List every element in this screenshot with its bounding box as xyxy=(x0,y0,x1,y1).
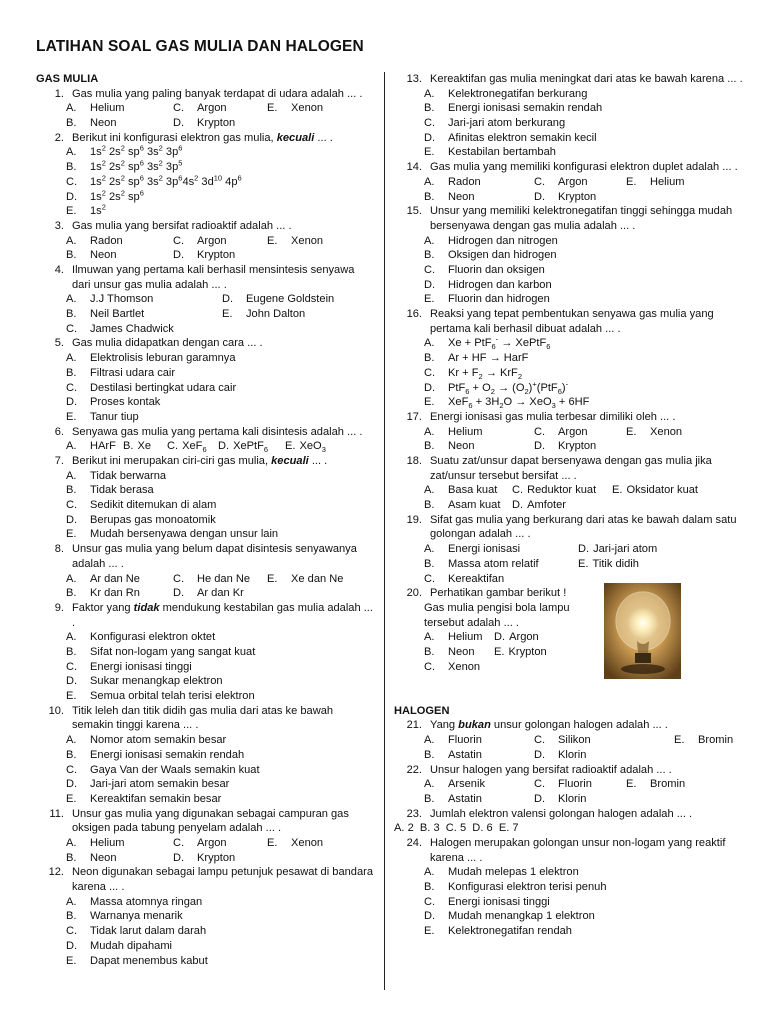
options-q2: A. $1s^2$ $2s^2$ $sp^6$ $3s^2$ $3p^6$ B. $1s^2$ $2s^2$ $sp^6$ $3s^2$ $3p^5$ C. $1s^2$ $2s^2$ $sp^6$ $3s^2$ $3p^64s^2$ $3d^{10}$ $4p^6$ D. $1s^2$ $2s^2$ $sp^6$ E. $1s^2$ xyxy=(66,143,242,218)
options-q4: A. J.J Thomson D. Eugene Goldstein xyxy=(66,293,335,306)
question-8: 8. Unsur gas mulia yang belum dapat disintesis senyawanya adalah ... . xyxy=(54,543,357,570)
question-19: 19. Sifat gas mulia yang berkurang dari atas ke bawah dalam satu golongan adalah ... . xyxy=(406,513,737,541)
options-q10: A. Nomor atom semakin besar B. Energi ionisasi semakin rendah C. Gaya Van der Waals semakin kuat D. Jari-jari atom semakin besar E. Kereaktifan semakin besar xyxy=(66,734,260,805)
question-22: 22. Unsur halogen yang bersifat radioaktif adalah ... . xyxy=(406,763,672,776)
options-q5: A. Elektrolisis leburan garamnya B. Filtrasi udara cair C. Destilasi bertingkat udara cair D. Proses kontak E. Tanur tiup xyxy=(66,352,237,423)
right-column: 13. Kereaktifan gas mulia meningkat dari atas ke bawah karena ... . A. Kelektronegatifan berkurang B. Energi ionisasi semakin rendah C. Jari-jari atom berkurang D. Afinitas elektron semakin kecil E. Kestabilan bertambah 14. Gas mulia yang memiliki konfigurasi elektron duplet adalah ... . A. Radon C. Argon E. Helium B. Neon D. Krypton 15. Unsur yang memiliki kelektronegatifan tinggi sehingga mudah bersenyawa dengan gas mulia adalah ... . A. Hidrogen dan nitrogen B. Oksigen dan hidrogen C. Fluorin dan oksigen D. Hidrogen dan karbon E. Fluorin dan hidrogen 16. Reaksi yang tepat pembentukan senyawa gas mulia yang pertama kali berhasil dibuat adalah ... . A. Xe + PtF$_6$- → XePtF$_6$ B. Ar + HF → HarF C. $Kr + F_2 \to KrF_2$ D. $PtF_6 + O_2 \to (O_2)^+(PtF_6)^-$ E. $XeF_6 + 3H_2O \to XeO_3 + 6HF$ 17. Energi ionisasi gas mulia terbesar dimiliki oleh ... . A. Helium C. Argon E. Xenon B. Neon D. Krypton 18. Suatu zat/unsur dapat bersenyawa dengan gas mulia jika zat/unsur tersebut bersifat ... . A. Basa kuat C. Reduktor kuat E. Oksidator kuat B. Asam kuat D. Amfoter 19. Sifat gas mulia yang berkurang dari atas ke bawah dalam satu golongan adalah ... . A. Energi ionisasi D. Jari-jari atom B. Massa atom relatif E. Titik didih C. Kereaktifan 20. Perhatikan gambar berikut ! Gas mulia pengisi bola lampu tersebut adalah ... . A. Helium D. Argon B. Neon E. Krypton C. Xenon HALOGEN 21. Yang bukan unsur golongan halogen adalah ... . A. Fluorin C. Silikon E. Bromin B. Astatin D. Klorin 22. Unsur halogen yang bersifat radioaktif adalah ... . A. Arsenik C. Fluorin E. Bromin B. Astatin D. Klorin 23. Jumlah elektron valensi golongan halogen adalah ... . A. 2 B. 3 C. 5 D. 6 E. 7 24. Halogen merupakan golongan unsur non-logam yang reaktif karena ... . A. Mudah melepas 1 elektron B. Konfigurasi elektron terisi penuh C. Energi ionisasi tinggi D. Mudah menangkap 1 elektron E. Kelektronegatifan rendah xyxy=(394,73,743,938)
question-10: 10. Titik leleh dan titik didih gas mulia dari atas ke bawah semakin tinggi karena ... . xyxy=(48,704,334,732)
options-q12: A. Massa atomnya ringan B. Warnanya menarik C. Tidak larut dalam darah D. Mudah dipahami E. Dapat menembus kabut xyxy=(66,895,208,967)
options-q23: A. 2 B. 3 C. 5 D. 6 E. 7 xyxy=(394,822,519,835)
options-q13: A. Kelektronegatifan berkurang B. Energi ionisasi semakin rendah C. Jari-jari atom berkurang D. Afinitas elektron semakin kecil E. Kestabilan bertambah xyxy=(424,87,603,159)
options-q20: A. Helium D. Argon xyxy=(424,631,539,644)
options-q6: A. HArF B. Xe C. XeF$_6$ D. XePtF$_6$ E. XeO$_3$ xyxy=(66,440,326,455)
options-q22: A. Arsenik C. Fluorin E. Bromin xyxy=(424,778,686,791)
question-5: 5. Gas mulia didapatkan dengan cara ... . xyxy=(54,337,263,350)
options-q1: A. Helium C. Argon E. Xenon xyxy=(66,102,324,115)
question-20-block: 20. Perhatikan gambar berikut ! Gas mulia pengisi bola lampu tersebut adalah ... . A. Helium D. Argon B. Neon E. Krypton C. Xenon xyxy=(394,586,744,674)
question-23: 23. Jumlah elektron valensi golongan halogen adalah ... . xyxy=(406,807,693,820)
question-15: 15. Unsur yang memiliki kelektronegatifan tinggi sehingga mudah bersenyawa dengan gas mulia adalah ... . xyxy=(406,205,733,232)
options-q9: A. Konfigurasi elektron oktet B. Sifat non-logam yang sangat kuat C. Energi ionisasi tinggi D. Sukar menangkap elektron E. Semua orbital telah terisi elektron xyxy=(66,631,256,703)
section-heading-gas-mulia: GAS MULIA xyxy=(36,73,99,85)
left-column: GAS MULIA 1. Gas mulia yang paling banyak terdapat di udara adalah ... . A. Helium C. Argon E. Xenon B. Neon D. Krypton 2. Berikut ini konfigurasi elektron gas mulia, kecuali ... . A. $1s^2$ $2s^2$ $sp^6$ $3s^2$ $3p^6$ B. $1s^2$ $2s^2$ $sp^6$ $3s^2$ $3p^5$ C. $1s^2$ $2s^2$ $sp^6$ $3s^2$ $3p^64s^2$ $3d^{10}$ $4p^6$ D. $1s^2$ $2s^2$ $sp^6$ E. $1s^2$ 3. Gas mulia yang bersifat radioaktif adalah ... . A. Radon C. Argon E. Xenon B. Neon D. Krypton 4. Ilmuwan yang pertama kali berhasil mensintesis senyawa dari unsur gas mulia adalah ... . A. J.J Thomson D. Eugene Goldstein B. Neil Bartlet E. John Dalton C. James Chadwick 5. Gas mulia didapatkan dengan cara ... . A. Elektrolisis leburan garamnya B. Filtrasi udara cair C. Destilasi bertingkat udara cair D. Proses kontak E. Tanur tiup 6. Senyawa gas mulia yang pertama kali disintesis adalah ... . A. HArF B. Xe C. XeF$_6$ D. XePtF$_6$ E. XeO$_3$ 7. Berikut ini merupakan ciri-ciri gas mulia, kecuali ... . A. Tidak berwarna B. Tidak berasa C. Sedikit ditemukan di alam D. Berupas gas monoatomik E. Mudah bersenyawa dengan unsur lain 8. Unsur gas mulia yang belum dapat disintesis senyawanya adalah ... . A. Ar dan Ne C. He dan Ne E. Xe dan Ne B. Kr dan Rn D. Ar dan Kr 9. Faktor yang tidak mendukung kestabilan gas mulia adalah ... . A. Konfigurasi elektron oktet B. Sifat non-logam yang sangat kuat C. Energi ionisasi tinggi D. Sukar menangkap elektron E. Semua orbital telah terisi elektron 10. Titik leleh dan titik didih gas mulia dari atas ke bawah semakin tinggi karena ... . A. Nomor atom semakin besar B. Energi ionisasi semakin rendah C. Gaya Van der Waals semakin kuat D. Jari-jari atom semakin besar E. Kereaktifan semakin besar 11. Unsur gas mulia yang digunakan sebagai campuran gas oksigen pada tabung penyelam adalah ... . A. Helium C. Argon E. Xenon B. Neon D. Krypton 12. Neon digunakan sebagai lampu petunjuk pesawat di bandara karena ... . A. Massa atomnya ringan B. Warnanya menarik C. Tidak larut dalam darah D. Mudah dipahami E. Dapat menembus kabut xyxy=(36,73,373,967)
options-q8: A. Ar dan Ne C. He dan Ne E. Xe dan Ne xyxy=(66,572,344,585)
question-11: 11. Unsur gas mulia yang digunakan sebagai campuran gas oksigen pada tabung penyelam adalah ... . xyxy=(49,807,349,835)
column-divider xyxy=(384,72,385,990)
question-18: 18. Suatu zat/unsur dapat bersenyawa dengan gas mulia jika zat/unsur tersebut bersifat ... . xyxy=(406,454,712,482)
question-12: 12. Neon digunakan sebagai lampu petunjuk pesawat di bandara karena ... . xyxy=(48,866,373,894)
section-heading-halogen: HALOGEN xyxy=(394,704,450,717)
options-q17: A. Helium C. Argon E. Xenon xyxy=(424,425,683,438)
question-3: 3. Gas mulia yang bersifat radioaktif adalah ... . xyxy=(54,219,292,232)
options-q14: A. Radon C. Argon E. Helium xyxy=(424,175,685,188)
question-7: 7. Berikut ini merupakan ciri-ciri gas mulia, kecuali ... . xyxy=(54,454,328,467)
question-24: 24. Halogen merupakan golongan unsur non-logam yang reaktif karena ... . xyxy=(406,836,726,864)
question-4: 4. Ilmuwan yang pertama kali berhasil mensintesis senyawa dari unsur gas mulia adalah ... . xyxy=(54,263,355,291)
light-bulb-image xyxy=(604,583,681,679)
options-q15: A. Hidrogen dan nitrogen B. Oksigen dan hidrogen C. Fluorin dan oksigen D. Hidrogen dan karbon E. Fluorin dan hidrogen xyxy=(424,234,558,306)
question-1: 1. Gas mulia yang paling banyak terdapat di udara adalah ... . xyxy=(54,87,363,100)
options-q21: A. Fluorin C. Silikon E. Bromin xyxy=(424,734,734,747)
question-21: 21. Yang bukan unsur golongan halogen adalah ... . xyxy=(406,719,668,732)
question-6: 6. Senyawa gas mulia yang pertama kali disintesis adalah ... . xyxy=(54,425,363,438)
question-17: 17. Energi ionisasi gas mulia terbesar dimiliki oleh ... . xyxy=(406,410,676,423)
question-2: 2. Berikut ini konfigurasi elektron gas mulia, kecuali ... . xyxy=(54,131,333,144)
question-20: 20. Perhatikan gambar berikut ! xyxy=(406,587,567,600)
options-q16: A. Xe + PtF$_6$- → XePtF$_6$ B. Ar + HF → HarF C. $Kr + F_2 \to KrF_2$ D. $PtF_6 + O_2 \to (O_2)^+(PtF_6)^-$ E. $XeF_6 + 3H_2O \to XeO_3 + 6HF$ xyxy=(424,334,590,411)
question-14: 14. Gas mulia yang memiliki konfigurasi elektron duplet adalah ... . xyxy=(406,161,738,174)
page-title: LATIHAN SOAL GAS MULIA DAN HALOGEN xyxy=(36,38,364,55)
options-q7: A. Tidak berwarna B. Tidak berasa C. Sedikit ditemukan di alam D. Berupas gas monoatomik E. Mudah bersenyawa dengan unsur lain xyxy=(66,469,279,541)
options-q3: A. Radon C. Argon E. Xenon xyxy=(66,234,324,247)
options-q18: A. Basa kuat C. Reduktor kuat E. Oksidator kuat xyxy=(424,484,699,497)
question-13: 13. Kereaktifan gas mulia meningkat dari atas ke bawah karena ... . xyxy=(406,73,743,85)
options-q11: A. Helium C. Argon E. Xenon xyxy=(66,837,324,849)
options-q19: A. Energi ionisasi D. Jari-jari atom xyxy=(424,543,658,556)
question-9: 9. Faktor yang tidak mendukung kestabilan gas mulia adalah ... . xyxy=(54,601,373,629)
options-q24: A. Mudah melepas 1 elektron B. Konfigurasi elektron terisi penuh C. Energi ionisasi tinggi D. Mudah menangkap 1 elektron E. Kelektronegatifan rendah xyxy=(424,866,607,938)
question-16: 16. Reaksi yang tepat pembentukan senyawa gas mulia yang pertama kali berhasil dibuat adalah ... . xyxy=(406,308,714,335)
